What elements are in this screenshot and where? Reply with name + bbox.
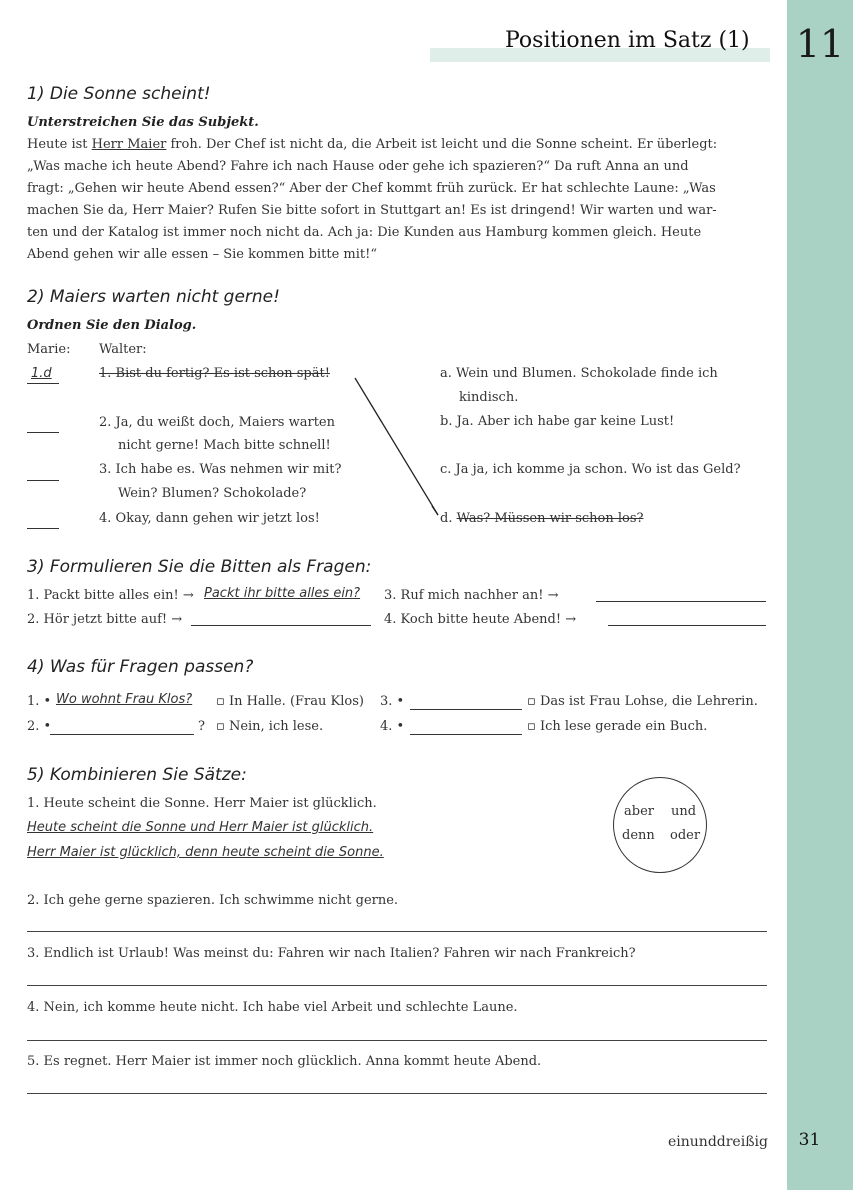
walter-line-3: 3. Ich habe es. Was nehmen wir mit? [99,462,342,477]
request-3: 3. Ruf mich nachher an! → [384,588,559,603]
page-number: 31 [798,1130,821,1150]
example-1: 1. Heute scheint die Sonne. Herr Maier ist glücklich. [27,796,377,811]
match-line-tick [432,506,438,515]
answer-blank-question-3[interactable] [410,709,522,710]
exercise-3: 3. Endlich ist Urlaub! Was meinst du: Fahren wir nach Italien? Fahren wir nach Frankreich? [27,946,636,961]
section-5-heading: 5) Kombinieren Sie Sätze: [27,765,247,785]
reply-2: ▫ Nein, ich lese. [216,719,324,734]
conjunction-circle [613,777,707,873]
answer-request-1: Packt ihr bitte alles ein? [204,586,361,601]
walter-line-2b: nicht gerne! Mach bitte schnell! [118,438,331,453]
reply-4: ▫ Ich lese gerade ein Buch. [527,719,708,734]
question-2-number: 2. • [27,719,52,734]
answer-blank-question-4[interactable] [410,734,522,735]
answer-blank-question-2[interactable] [50,734,194,735]
answer-question-1: Wo wohnt Frau Klos? [56,692,193,707]
request-2: 2. Hör jetzt bitte auf! → [27,612,183,627]
section-1-heading: 1) Die Sonne scheint! [27,84,211,104]
page-number-word: einunddreißig [668,1134,768,1150]
conjunction-und: und [671,804,697,819]
example-1-answer-a: Heute scheint die Sonne und Herr Maier ist glücklich. [27,820,374,835]
match-line-1d [355,378,438,515]
text-line: „Was mache ich heute Abend? Fahre ich nach Hause oder gehe ich spazieren?“ Da ruft Anna an und [27,159,689,174]
section-2-instruction: Ordnen Sie den Dialog. [27,318,197,333]
marie-option-b: b. Ja. Aber ich habe gar keine Lust! [440,414,675,429]
example-1-answer-b: Herr Maier ist glücklich, denn heute scheint die Sonne. [27,845,384,860]
question-1-number: 1. • [27,694,52,709]
question-2-mark: ? [198,719,205,734]
page-title: Positionen im Satz (1) [505,28,750,53]
section-1-instruction: Unterstreichen Sie das Subjekt. [27,115,259,130]
column-label-walter: Walter: [99,342,147,357]
section-4-heading: 4) Was für Fragen passen? [27,657,254,677]
marie-option-d: d. Was? Müssen wir schon los? [440,511,644,526]
walter-line-1: 1. Bist du fertig? Es ist schon spät! [99,366,330,381]
answer-line-4[interactable] [27,1040,767,1041]
reply-3: ▫ Das ist Frau Lohse, die Lehrerin. [527,694,758,709]
answer-blank-request-3[interactable] [596,601,766,602]
exercise-2: 2. Ich gehe gerne spazieren. Ich schwimme nicht gerne. [27,893,399,908]
section-2-heading: 2) Maiers warten nicht gerne! [27,287,280,307]
text-line: Abend gehen wir alle essen – Sie kommen bitte mit!“ [27,247,377,262]
answer-line-5[interactable] [27,1093,767,1094]
conjunction-denn: denn [622,828,655,843]
text-line: fragt: „Gehen wir heute Abend essen?“ Aber der Chef kommt früh zurück. Er hat schlechte Laune: „Was [27,181,716,196]
column-label-marie: Marie: [27,342,71,357]
marie-option-a2: kindisch. [459,390,519,405]
question-4-number: 4. • [380,719,405,734]
text-line: machen Sie da, Herr Maier? Rufen Sie bitte sofort in Stuttgart an! Es ist dringend! Wir warten und war- [27,203,717,218]
marie-option-c: c. Ja ja, ich komme ja schon. Wo ist das Geld? [440,462,741,477]
section-3-heading: 3) Formulieren Sie die Bitten als Fragen: [27,557,372,577]
underlined-subject: Herr Maier [91,137,167,152]
answer-blank-request-4[interactable] [608,625,766,626]
request-1: 1. Packt bitte alles ein! → [27,588,194,603]
reply-1: ▫ In Halle. (Frau Klos) [216,694,364,709]
walter-line-4: 4. Okay, dann gehen wir jetzt los! [99,511,320,526]
conjunction-oder: oder [670,828,701,843]
answer-1: 1.d [31,366,52,381]
exercise-5: 5. Es regnet. Herr Maier ist immer noch glücklich. Anna kommt heute Abend. [27,1054,542,1069]
request-4: 4. Koch bitte heute Abend! → [384,612,577,627]
marie-option-a: a. Wein und Blumen. Schokolade finde ich [440,366,718,381]
answer-line-2[interactable] [27,931,767,932]
conjunction-aber: aber [624,804,654,819]
chapter-number: 11 [795,22,845,66]
walter-line-2: 2. Ja, du weißt doch, Maiers warten [99,415,335,430]
answer-blank-request-2[interactable] [191,625,371,626]
walter-line-3b: Wein? Blumen? Schokolade? [118,486,307,501]
exercise-4: 4. Nein, ich komme heute nicht. Ich habe viel Arbeit und schlechte Laune. [27,1000,518,1015]
answer-line-3[interactable] [27,985,767,986]
text-line: ten und der Katalog ist immer noch nicht da. Ach ja: Die Kunden aus Hamburg kommen gleich. Heute [27,225,702,240]
text-line: Heute ist Herr Maier froh. Der Chef ist nicht da, die Arbeit ist leicht und die Sonne scheint. Er überlegt: [27,137,718,152]
question-3-number: 3. • [380,694,405,709]
